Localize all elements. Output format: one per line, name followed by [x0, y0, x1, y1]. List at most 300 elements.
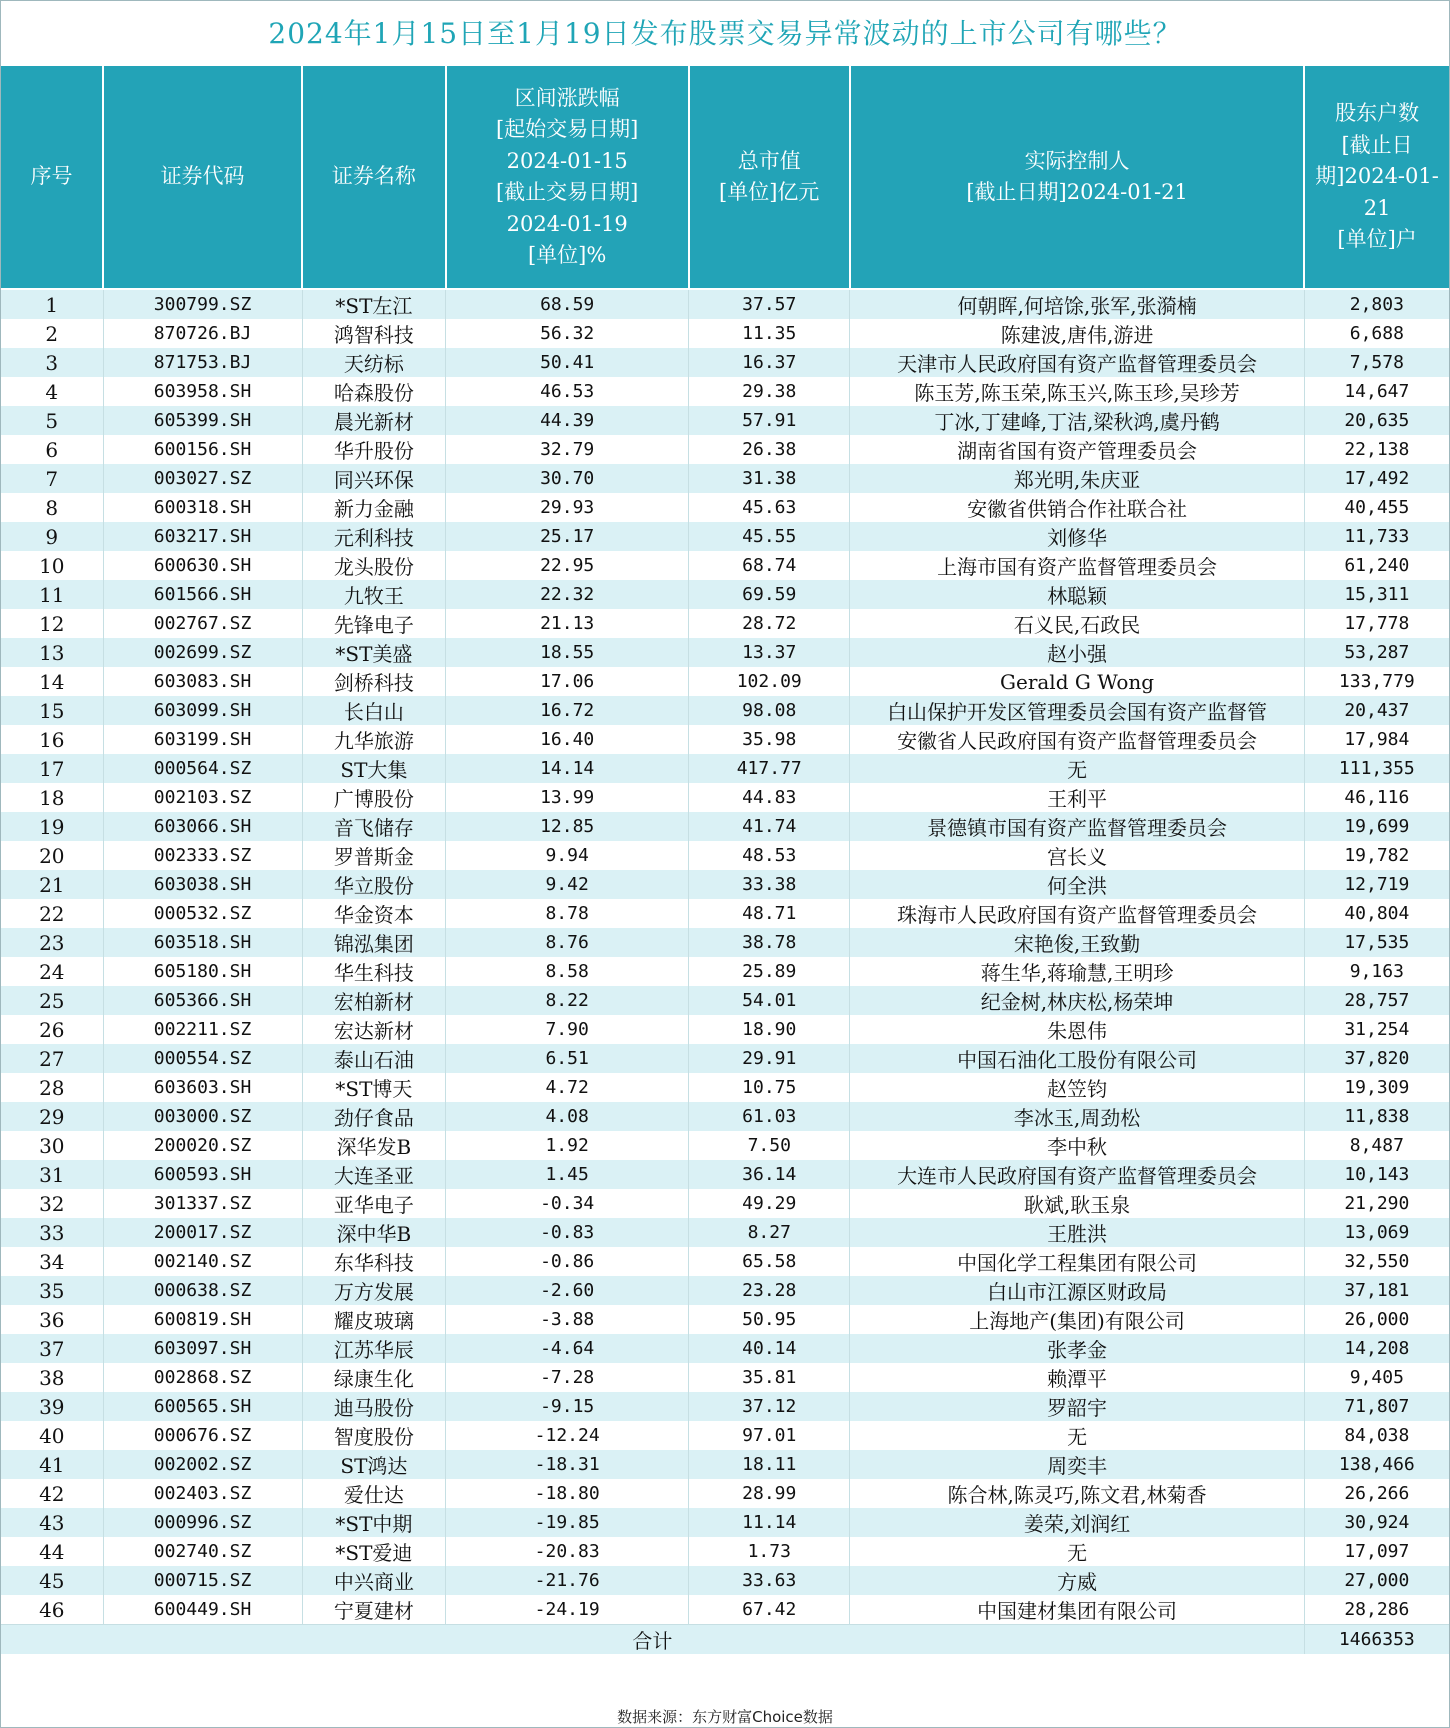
cell-name: *ST中期: [302, 1508, 446, 1537]
header-change: [446, 66, 689, 289]
cell-name: ST大集: [302, 754, 446, 783]
cell-code: 603603.SH: [103, 1073, 302, 1102]
cell-name: 宏达新材: [302, 1015, 446, 1044]
header-controller-line: 实际控制人: [1024, 148, 1130, 173]
cell-change: -18.31: [446, 1450, 689, 1479]
cell-change: 6.51: [446, 1044, 689, 1073]
cell-change: -9.15: [446, 1392, 689, 1421]
cell-mcap: 37.12: [689, 1392, 850, 1421]
table-row: [1, 464, 1449, 493]
cell-mcap: 35.81: [689, 1363, 850, 1392]
cell-code: 603958.SH: [103, 377, 302, 406]
cell-code: 603097.SH: [103, 1334, 302, 1363]
cell-change: -24.19: [446, 1595, 689, 1625]
cell-controller: 朱恩伟: [850, 1015, 1304, 1044]
cell-controller: 宫长义: [850, 841, 1304, 870]
cell-name: 音飞储存: [302, 812, 446, 841]
cell-change: 56.32: [446, 319, 689, 348]
cell-change: 13.99: [446, 783, 689, 812]
cell-mcap: 50.95: [689, 1305, 850, 1334]
table-row: [1, 1450, 1449, 1479]
cell-name: 亚华电子: [302, 1189, 446, 1218]
cell-change: -0.83: [446, 1218, 689, 1247]
cell-code: 605399.SH: [103, 406, 302, 435]
cell-change: 16.40: [446, 725, 689, 754]
cell-change: -20.83: [446, 1537, 689, 1566]
cell-holders: 26,000: [1304, 1305, 1449, 1334]
cell-code: 002002.SZ: [103, 1450, 302, 1479]
cell-name: 华生科技: [302, 957, 446, 986]
cell-seq: 14: [1, 667, 103, 696]
cell-change: 8.58: [446, 957, 689, 986]
cell-controller: 白山市江源区财政局: [850, 1276, 1304, 1305]
header-controller-line: [截止日期]2024-01-21: [966, 180, 1188, 204]
cell-seq: 13: [1, 638, 103, 667]
cell-code: 605180.SH: [103, 957, 302, 986]
header-holders-line: [单位]户: [1337, 227, 1417, 252]
cell-holders: 14,208: [1304, 1334, 1449, 1363]
cell-holders: 21,290: [1304, 1189, 1449, 1218]
cell-name: 华立股份: [302, 870, 446, 899]
cell-seq: 24: [1, 957, 103, 986]
cell-seq: 9: [1, 522, 103, 551]
cell-seq: 42: [1, 1479, 103, 1508]
cell-change: 22.32: [446, 580, 689, 609]
cell-holders: 28,757: [1304, 986, 1449, 1015]
cell-mcap: 98.08: [689, 696, 850, 725]
cell-change: 9.94: [446, 841, 689, 870]
cell-holders: 17,492: [1304, 464, 1449, 493]
cell-holders: 6,688: [1304, 319, 1449, 348]
header-holders-line: [截止日: [1341, 132, 1413, 157]
cell-holders: 11,733: [1304, 522, 1449, 551]
table-row: [1, 289, 1449, 319]
cell-code: 003027.SZ: [103, 464, 302, 493]
cell-controller: 郑光明,朱庆亚: [850, 464, 1304, 493]
cell-mcap: 11.14: [689, 1508, 850, 1537]
cell-mcap: 31.38: [689, 464, 850, 493]
cell-code: 600565.SH: [103, 1392, 302, 1421]
cell-holders: 53,287: [1304, 638, 1449, 667]
cell-controller: 赵小强: [850, 638, 1304, 667]
cell-holders: 71,807: [1304, 1392, 1449, 1421]
cell-code: 603217.SH: [103, 522, 302, 551]
header-holders-line: 期]2024-01-21: [1315, 164, 1439, 220]
table-row: [1, 812, 1449, 841]
table-row: [1, 1102, 1449, 1131]
cell-seq: 11: [1, 580, 103, 609]
cell-code: 870726.BJ: [103, 319, 302, 348]
cell-mcap: 16.37: [689, 348, 850, 377]
cell-controller: 石义民,石政民: [850, 609, 1304, 638]
cell-change: 50.41: [446, 348, 689, 377]
cell-code: 603083.SH: [103, 667, 302, 696]
cell-code: 601566.SH: [103, 580, 302, 609]
cell-code: 200020.SZ: [103, 1131, 302, 1160]
table-row: [1, 1276, 1449, 1305]
cell-name: 劲仔食品: [302, 1102, 446, 1131]
cell-name: 耀皮玻璃: [302, 1305, 446, 1334]
cell-name: 泰山石油: [302, 1044, 446, 1073]
cell-name: 江苏华辰: [302, 1334, 446, 1363]
cell-code: 000564.SZ: [103, 754, 302, 783]
cell-name: 绿康生化: [302, 1363, 446, 1392]
cell-controller: 蒋生华,蒋瑜慧,王明珍: [850, 957, 1304, 986]
cell-controller: 王利平: [850, 783, 1304, 812]
cell-mcap: 26.38: [689, 435, 850, 464]
cell-controller: 景德镇市国有资产监督管理委员会: [850, 812, 1304, 841]
header-name: 证券名称: [302, 66, 446, 289]
table-row: [1, 1189, 1449, 1218]
header-mcap-line: 总市值: [737, 148, 801, 173]
cell-code: 301337.SZ: [103, 1189, 302, 1218]
cell-mcap: 33.38: [689, 870, 850, 899]
cell-controller: 耿斌,耿玉泉: [850, 1189, 1304, 1218]
cell-change: -18.80: [446, 1479, 689, 1508]
table-row: [1, 1044, 1449, 1073]
cell-change: 14.14: [446, 754, 689, 783]
cell-name: 宁夏建材: [302, 1595, 446, 1625]
header-change-line: [起始交易日期]: [495, 117, 639, 141]
cell-name: 九华旅游: [302, 725, 446, 754]
cell-controller: 大连市人民政府国有资产监督管理委员会: [850, 1160, 1304, 1189]
table-row: [1, 899, 1449, 928]
cell-code: 871753.BJ: [103, 348, 302, 377]
cell-holders: 31,254: [1304, 1015, 1449, 1044]
cell-code: 605366.SH: [103, 986, 302, 1015]
cell-code: 002140.SZ: [103, 1247, 302, 1276]
cell-name: *ST博天: [302, 1073, 446, 1102]
table-row: [1, 1131, 1449, 1160]
cell-holders: 46,116: [1304, 783, 1449, 812]
table-row: [1, 957, 1449, 986]
cell-seq: 22: [1, 899, 103, 928]
cell-seq: 38: [1, 1363, 103, 1392]
table-row: [1, 435, 1449, 464]
cell-mcap: 10.75: [689, 1073, 850, 1102]
cell-controller: 张孝金: [850, 1334, 1304, 1363]
cell-code: 600156.SH: [103, 435, 302, 464]
cell-mcap: 35.98: [689, 725, 850, 754]
cell-mcap: 38.78: [689, 928, 850, 957]
cell-holders: 15,311: [1304, 580, 1449, 609]
cell-seq: 3: [1, 348, 103, 377]
cell-holders: 19,782: [1304, 841, 1449, 870]
header-change-line: [单位]%: [527, 243, 607, 267]
table-row: [1, 1363, 1449, 1392]
table-row: [1, 493, 1449, 522]
cell-name: 华升股份: [302, 435, 446, 464]
table-row: [1, 406, 1449, 435]
cell-mcap: 37.57: [689, 289, 850, 319]
cell-change: 7.90: [446, 1015, 689, 1044]
total-label: 合计: [1, 1625, 1304, 1655]
header-change-line: [截止交易日期]: [495, 180, 639, 204]
cell-holders: 17,778: [1304, 609, 1449, 638]
cell-code: 002333.SZ: [103, 841, 302, 870]
cell-seq: 44: [1, 1537, 103, 1566]
header-change-line: 2024-01-15: [506, 148, 628, 173]
cell-mcap: 61.03: [689, 1102, 850, 1131]
cell-seq: 27: [1, 1044, 103, 1073]
cell-mcap: 102.09: [689, 667, 850, 696]
cell-seq: 8: [1, 493, 103, 522]
cell-seq: 18: [1, 783, 103, 812]
cell-code: 603066.SH: [103, 812, 302, 841]
cell-seq: 10: [1, 551, 103, 580]
table-row: [1, 1479, 1449, 1508]
cell-name: 智度股份: [302, 1421, 446, 1450]
cell-holders: 9,405: [1304, 1363, 1449, 1392]
cell-holders: 28,286: [1304, 1595, 1449, 1625]
cell-seq: 2: [1, 319, 103, 348]
cell-code: 002767.SZ: [103, 609, 302, 638]
table-row: [1, 1421, 1449, 1450]
cell-holders: 17,535: [1304, 928, 1449, 957]
table-row: [1, 377, 1449, 406]
cell-holders: 30,924: [1304, 1508, 1449, 1537]
cell-mcap: 54.01: [689, 986, 850, 1015]
cell-holders: 22,138: [1304, 435, 1449, 464]
cell-name: *ST左江: [302, 289, 446, 319]
cell-mcap: 33.63: [689, 1566, 850, 1595]
table-row: [1, 725, 1449, 754]
table-row: [1, 986, 1449, 1015]
header-mcap-line: [单位]亿元: [719, 180, 820, 204]
cell-holders: 26,266: [1304, 1479, 1449, 1508]
cell-change: -12.24: [446, 1421, 689, 1450]
cell-name: 深中华B: [302, 1218, 446, 1247]
cell-seq: 39: [1, 1392, 103, 1421]
cell-holders: 40,804: [1304, 899, 1449, 928]
cell-mcap: 97.01: [689, 1421, 850, 1450]
header-mcap: [689, 66, 850, 289]
cell-controller: 丁冰,丁建峰,丁洁,梁秋鸿,虞丹鹤: [850, 406, 1304, 435]
cell-code: 603518.SH: [103, 928, 302, 957]
cell-change: 8.22: [446, 986, 689, 1015]
cell-controller: 何朝晖,何培馀,张军,张漪楠: [850, 289, 1304, 319]
cell-code: 603099.SH: [103, 696, 302, 725]
cell-holders: 12,719: [1304, 870, 1449, 899]
cell-controller: 刘修华: [850, 522, 1304, 551]
cell-controller: 周奕丰: [850, 1450, 1304, 1479]
cell-change: 46.53: [446, 377, 689, 406]
cell-name: 中兴商业: [302, 1566, 446, 1595]
cell-change: -4.64: [446, 1334, 689, 1363]
cell-name: 锦泓集团: [302, 928, 446, 957]
table-row: [1, 1537, 1449, 1566]
table-row: [1, 1334, 1449, 1363]
cell-mcap: 68.74: [689, 551, 850, 580]
cell-holders: 37,181: [1304, 1276, 1449, 1305]
table-row: [1, 1305, 1449, 1334]
cell-controller: 安徽省人民政府国有资产监督管理委员会: [850, 725, 1304, 754]
cell-holders: 61,240: [1304, 551, 1449, 580]
cell-change: 16.72: [446, 696, 689, 725]
cell-controller: 赖潭平: [850, 1363, 1304, 1392]
cell-holders: 9,163: [1304, 957, 1449, 986]
cell-mcap: 28.99: [689, 1479, 850, 1508]
data-source-note: 数据来源：东方财富Choice数据: [617, 1708, 833, 1726]
cell-change: 29.93: [446, 493, 689, 522]
table-row: [1, 551, 1449, 580]
cell-code: 000996.SZ: [103, 1508, 302, 1537]
table-row: [1, 841, 1449, 870]
cell-seq: 36: [1, 1305, 103, 1334]
cell-mcap: 8.27: [689, 1218, 850, 1247]
cell-holders: 14,647: [1304, 377, 1449, 406]
cell-seq: 7: [1, 464, 103, 493]
cell-name: ST鸿达: [302, 1450, 446, 1479]
total-row: [1, 1625, 1449, 1655]
cell-mcap: 29.91: [689, 1044, 850, 1073]
cell-controller: 姜荣,刘润红: [850, 1508, 1304, 1537]
cell-seq: 5: [1, 406, 103, 435]
cell-controller: 方威: [850, 1566, 1304, 1595]
cell-mcap: 23.28: [689, 1276, 850, 1305]
cell-change: 1.92: [446, 1131, 689, 1160]
table-row: [1, 319, 1449, 348]
cell-holders: 37,820: [1304, 1044, 1449, 1073]
cell-holders: 40,455: [1304, 493, 1449, 522]
cell-seq: 17: [1, 754, 103, 783]
cell-mcap: 7.50: [689, 1131, 850, 1160]
cell-seq: 16: [1, 725, 103, 754]
cell-change: 44.39: [446, 406, 689, 435]
cell-change: 18.55: [446, 638, 689, 667]
cell-code: 600593.SH: [103, 1160, 302, 1189]
cell-holders: 19,309: [1304, 1073, 1449, 1102]
cell-seq: 20: [1, 841, 103, 870]
cell-name: 先锋电子: [302, 609, 446, 638]
cell-change: -19.85: [446, 1508, 689, 1537]
cell-mcap: 1.73: [689, 1537, 850, 1566]
cell-holders: 17,097: [1304, 1537, 1449, 1566]
cell-seq: 43: [1, 1508, 103, 1537]
cell-change: 32.79: [446, 435, 689, 464]
cell-holders: 17,984: [1304, 725, 1449, 754]
cell-name: 新力金融: [302, 493, 446, 522]
cell-change: -0.86: [446, 1247, 689, 1276]
cell-name: 宏柏新材: [302, 986, 446, 1015]
cell-seq: 6: [1, 435, 103, 464]
header-holders: [1304, 66, 1449, 289]
cell-controller: 林聪颖: [850, 580, 1304, 609]
header-change-line: 区间涨跌幅: [514, 85, 620, 110]
cell-seq: 40: [1, 1421, 103, 1450]
cell-code: 000532.SZ: [103, 899, 302, 928]
table-row: [1, 1160, 1449, 1189]
table-row: [1, 1392, 1449, 1421]
cell-controller: 李中秋: [850, 1131, 1304, 1160]
cell-controller: 中国石油化工股份有限公司: [850, 1044, 1304, 1073]
cell-name: *ST爱迪: [302, 1537, 446, 1566]
cell-controller: 无: [850, 754, 1304, 783]
cell-seq: 23: [1, 928, 103, 957]
cell-seq: 30: [1, 1131, 103, 1160]
cell-seq: 21: [1, 870, 103, 899]
cell-holders: 13,069: [1304, 1218, 1449, 1247]
header-row: [1, 66, 1449, 289]
cell-seq: 46: [1, 1595, 103, 1625]
cell-mcap: 41.74: [689, 812, 850, 841]
cell-seq: 32: [1, 1189, 103, 1218]
cell-holders: 27,000: [1304, 1566, 1449, 1595]
cell-code: 002211.SZ: [103, 1015, 302, 1044]
cell-seq: 28: [1, 1073, 103, 1102]
cell-holders: 2,803: [1304, 289, 1449, 319]
cell-controller: 珠海市人民政府国有资产监督管理委员会: [850, 899, 1304, 928]
header-change-line: 2024-01-19: [506, 211, 628, 236]
cell-code: 600318.SH: [103, 493, 302, 522]
cell-seq: 1: [1, 289, 103, 319]
cell-mcap: 45.63: [689, 493, 850, 522]
cell-controller: 陈玉芳,陈玉荣,陈玉兴,陈玉珍,吴珍芳: [850, 377, 1304, 406]
cell-controller: 何全洪: [850, 870, 1304, 899]
table-row: [1, 638, 1449, 667]
cell-seq: 34: [1, 1247, 103, 1276]
cell-name: 大连圣亚: [302, 1160, 446, 1189]
cell-change: 30.70: [446, 464, 689, 493]
cell-code: 600819.SH: [103, 1305, 302, 1334]
table-row: [1, 783, 1449, 812]
cell-change: -3.88: [446, 1305, 689, 1334]
cell-change: 8.78: [446, 899, 689, 928]
cell-code: 002103.SZ: [103, 783, 302, 812]
table-row: [1, 754, 1449, 783]
cell-seq: 37: [1, 1334, 103, 1363]
cell-holders: 19,699: [1304, 812, 1449, 841]
stock-table: [1, 66, 1449, 1654]
table-row: [1, 348, 1449, 377]
cell-code: 603038.SH: [103, 870, 302, 899]
cell-controller: 宋艳俊,王致勤: [850, 928, 1304, 957]
cell-name: 广博股份: [302, 783, 446, 812]
cell-mcap: 40.14: [689, 1334, 850, 1363]
cell-change: 8.76: [446, 928, 689, 957]
cell-holders: 133,779: [1304, 667, 1449, 696]
cell-mcap: 29.38: [689, 377, 850, 406]
cell-mcap: 11.35: [689, 319, 850, 348]
cell-change: 68.59: [446, 289, 689, 319]
cell-code: 000676.SZ: [103, 1421, 302, 1450]
cell-name: 鸿智科技: [302, 319, 446, 348]
table-row: [1, 696, 1449, 725]
table-row: [1, 1218, 1449, 1247]
cell-code: 600630.SH: [103, 551, 302, 580]
table-row: [1, 870, 1449, 899]
cell-holders: 138,466: [1304, 1450, 1449, 1479]
cell-seq: 45: [1, 1566, 103, 1595]
cell-code: 003000.SZ: [103, 1102, 302, 1131]
cell-controller: 赵笠钧: [850, 1073, 1304, 1102]
cell-mcap: 25.89: [689, 957, 850, 986]
cell-change: 1.45: [446, 1160, 689, 1189]
cell-name: 深华发B: [302, 1131, 446, 1160]
cell-seq: 25: [1, 986, 103, 1015]
cell-mcap: 49.29: [689, 1189, 850, 1218]
cell-mcap: 13.37: [689, 638, 850, 667]
cell-controller: 罗韶宇: [850, 1392, 1304, 1421]
table-row: [1, 580, 1449, 609]
cell-mcap: 69.59: [689, 580, 850, 609]
cell-seq: 12: [1, 609, 103, 638]
cell-mcap: 36.14: [689, 1160, 850, 1189]
cell-seq: 15: [1, 696, 103, 725]
header-code: 证券代码: [103, 66, 302, 289]
cell-name: 华金资本: [302, 899, 446, 928]
cell-mcap: 65.58: [689, 1247, 850, 1276]
